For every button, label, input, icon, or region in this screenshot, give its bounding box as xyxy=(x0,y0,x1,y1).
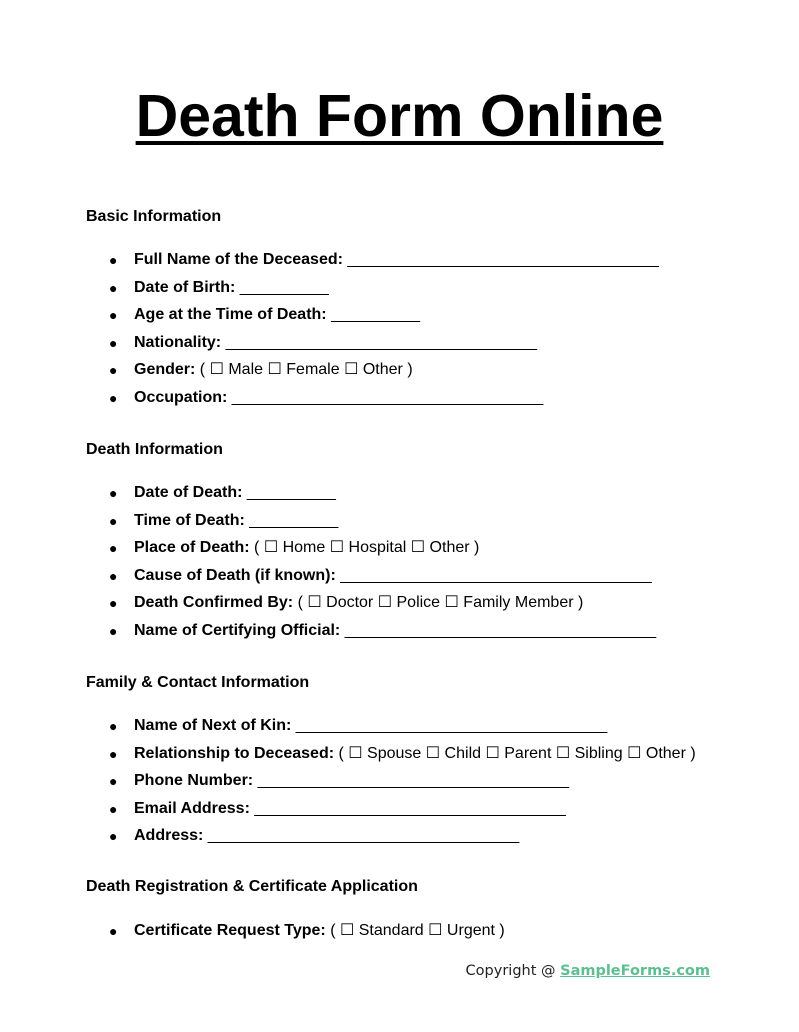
field-label: Phone Number: xyxy=(134,772,254,790)
field-label: Gender: xyxy=(134,361,196,379)
section-heading-basic-information: Basic Information xyxy=(86,208,222,225)
field-label: Age at the Time of Death: xyxy=(134,306,327,324)
field-blank[interactable]: ___________________________________ xyxy=(253,772,570,790)
field-label: Full Name of the Deceased: xyxy=(134,251,343,268)
field-label: Name of Certifying Official: xyxy=(134,621,341,639)
field-label: Occupation: xyxy=(134,388,228,406)
section-heading-death-information: Death Information xyxy=(86,441,223,458)
bullet-icon: ● xyxy=(109,595,118,612)
field-label: Date of Birth: xyxy=(134,278,236,296)
field-time-of-death[interactable] xyxy=(0,511,656,539)
field-occupation[interactable] xyxy=(0,388,659,416)
bullet-icon: ● xyxy=(109,567,118,584)
field-nationality[interactable] xyxy=(0,333,659,361)
request-type-checkbox-options[interactable]: ( ☐ Standard ☐ Urgent ) xyxy=(325,922,505,939)
field-certifying-official[interactable] xyxy=(0,621,656,649)
field-label: Address: xyxy=(134,827,204,844)
field-address[interactable] xyxy=(0,826,696,843)
field-blank[interactable]: ___________________________________ xyxy=(227,388,544,406)
field-death-confirmed-by[interactable] xyxy=(0,593,656,621)
field-date-of-death[interactable] xyxy=(0,483,656,511)
copyright-text: Copyright @ xyxy=(465,963,561,979)
field-cause-of-death[interactable] xyxy=(0,566,656,594)
field-label: Nationality: xyxy=(134,333,222,351)
field-blank[interactable]: __________ xyxy=(235,278,329,296)
bullet-icon: ● xyxy=(109,362,118,379)
field-certificate-request-type[interactable] xyxy=(0,921,505,949)
field-label: Date of Death: xyxy=(134,484,243,501)
field-blank[interactable]: __________ xyxy=(326,306,421,324)
bullet-icon: ● xyxy=(109,307,118,324)
field-blank[interactable]: ___________________________________ xyxy=(342,251,659,268)
bullet-icon: ● xyxy=(109,718,118,734)
bullet-icon: ● xyxy=(109,923,118,939)
bullet-icon: ● xyxy=(109,279,118,296)
copyright-footer xyxy=(466,963,710,979)
field-label: Cause of Death (if known): xyxy=(134,566,336,584)
bullet-icon: ● xyxy=(109,485,118,501)
field-gender[interactable] xyxy=(0,360,659,388)
family-contact-list xyxy=(0,716,696,843)
section-heading-family-contact: Family & Contact Information xyxy=(86,674,310,691)
field-blank[interactable]: ___________________________________ xyxy=(291,717,608,734)
field-label: Place of Death: xyxy=(134,539,250,557)
field-blank[interactable]: ___________________________________ xyxy=(335,566,652,584)
basic-information-list xyxy=(0,250,659,416)
field-relationship[interactable] xyxy=(0,744,696,772)
bullet-icon: ● xyxy=(109,800,118,817)
field-label: Relationship to Deceased: xyxy=(134,744,335,762)
bullet-icon: ● xyxy=(109,622,118,639)
relationship-checkbox-options[interactable]: ( ☐ Spouse ☐ Child ☐ Parent ☐ Sibling ☐ Other ) xyxy=(334,744,696,762)
field-next-of-kin[interactable] xyxy=(0,716,696,744)
field-age-at-death[interactable] xyxy=(0,305,659,333)
field-blank[interactable]: ___________________________________ xyxy=(221,333,538,351)
bullet-icon: ● xyxy=(109,540,118,557)
field-blank[interactable]: __________ xyxy=(242,484,336,501)
death-information-list xyxy=(0,483,656,649)
field-blank[interactable]: ___________________________________ xyxy=(340,621,657,639)
field-label: Time of Death: xyxy=(134,511,245,529)
confirmed-by-checkbox-options[interactable]: ( ☐ Doctor ☐ Police ☐ Family Member ) xyxy=(293,594,584,612)
field-blank[interactable]: ___________________________________ xyxy=(203,827,520,844)
field-place-of-death[interactable] xyxy=(0,538,656,566)
field-full-name[interactable] xyxy=(0,250,659,278)
field-label: Death Confirmed By: xyxy=(134,594,294,612)
field-label: Name of Next of Kin: xyxy=(134,717,292,734)
bullet-icon: ● xyxy=(109,389,118,406)
field-label: Certificate Request Type: xyxy=(134,922,326,939)
field-phone-number[interactable] xyxy=(0,771,696,799)
bullet-icon: ● xyxy=(109,745,118,762)
bullet-icon: ● xyxy=(109,512,118,529)
field-label: Email Address: xyxy=(134,799,250,817)
field-email-address[interactable] xyxy=(0,799,696,827)
field-date-of-birth[interactable] xyxy=(0,278,659,306)
field-blank[interactable]: ___________________________________ xyxy=(249,799,566,817)
field-blank[interactable]: __________ xyxy=(244,511,339,529)
document-title: Death Form Online xyxy=(135,83,664,149)
bullet-icon: ● xyxy=(109,252,118,268)
bullet-icon: ● xyxy=(109,773,118,790)
section-heading-certificate-application: Death Registration & Certificate Application xyxy=(86,878,418,895)
gender-checkbox-options[interactable]: ( ☐ Male ☐ Female ☐ Other ) xyxy=(195,361,413,379)
certificate-application-list xyxy=(0,921,505,949)
bullet-icon: ● xyxy=(109,334,118,351)
place-checkbox-options[interactable]: ( ☐ Home ☐ Hospital ☐ Other ) xyxy=(249,539,480,557)
sampleforms-link[interactable]: SampleForms.com xyxy=(560,963,710,979)
bullet-icon: ● xyxy=(109,828,118,844)
